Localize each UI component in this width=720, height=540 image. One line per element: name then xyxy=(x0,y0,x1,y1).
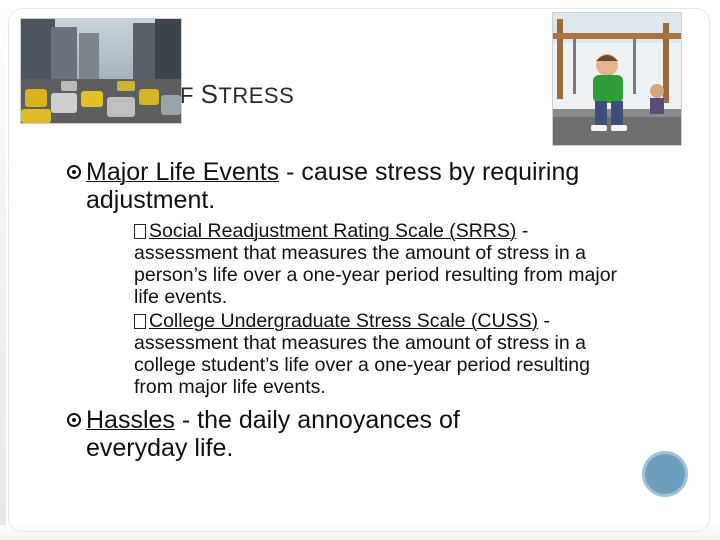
left-gradient-stripe xyxy=(0,0,6,540)
sub-bullet-cuss xyxy=(134,310,634,398)
title-initial: S xyxy=(200,79,219,109)
checkbox-bullet-icon xyxy=(134,314,146,329)
bullet-term: Hassles xyxy=(86,406,175,434)
sub-term: College Undergraduate Stress Scale (CUSS) xyxy=(149,310,539,332)
bullet-hassles xyxy=(66,406,526,462)
bullet-text: - the daily annoyances of everyday life. xyxy=(86,406,460,462)
title-rest: TRESS xyxy=(218,83,295,108)
slide-title xyxy=(180,78,294,110)
bullet-major-life-events xyxy=(66,158,626,214)
bullet-term: Major Life Events xyxy=(86,158,280,186)
bottom-gradient-band xyxy=(0,525,720,540)
bullet-text: - cause stress by requiring adjustment. xyxy=(86,158,580,214)
city-traffic-photo xyxy=(20,18,182,124)
city-traffic-illustration xyxy=(21,19,181,123)
child-playground-photo xyxy=(552,12,682,146)
sunburst-bullet-icon xyxy=(66,164,82,180)
slide-content xyxy=(66,158,626,462)
checkbox-bullet-icon xyxy=(134,224,146,239)
sub-bullet-srrs xyxy=(134,220,634,308)
child-playground-illustration xyxy=(553,13,681,145)
sub-term: Social Readjustment Rating Scale (SRRS) xyxy=(149,220,517,242)
sunburst-bullet-icon xyxy=(66,412,82,428)
sub-text: - assessment that measures the amount of stress in a college student’s life over a one-year period resulting from major life events. xyxy=(134,310,590,398)
title-fragment: F xyxy=(180,83,194,108)
decorative-circle xyxy=(642,451,688,497)
sub-text: - assessment that measures the amount of stress in a person’s life over a one-year period resulting from major life events. xyxy=(134,220,618,308)
